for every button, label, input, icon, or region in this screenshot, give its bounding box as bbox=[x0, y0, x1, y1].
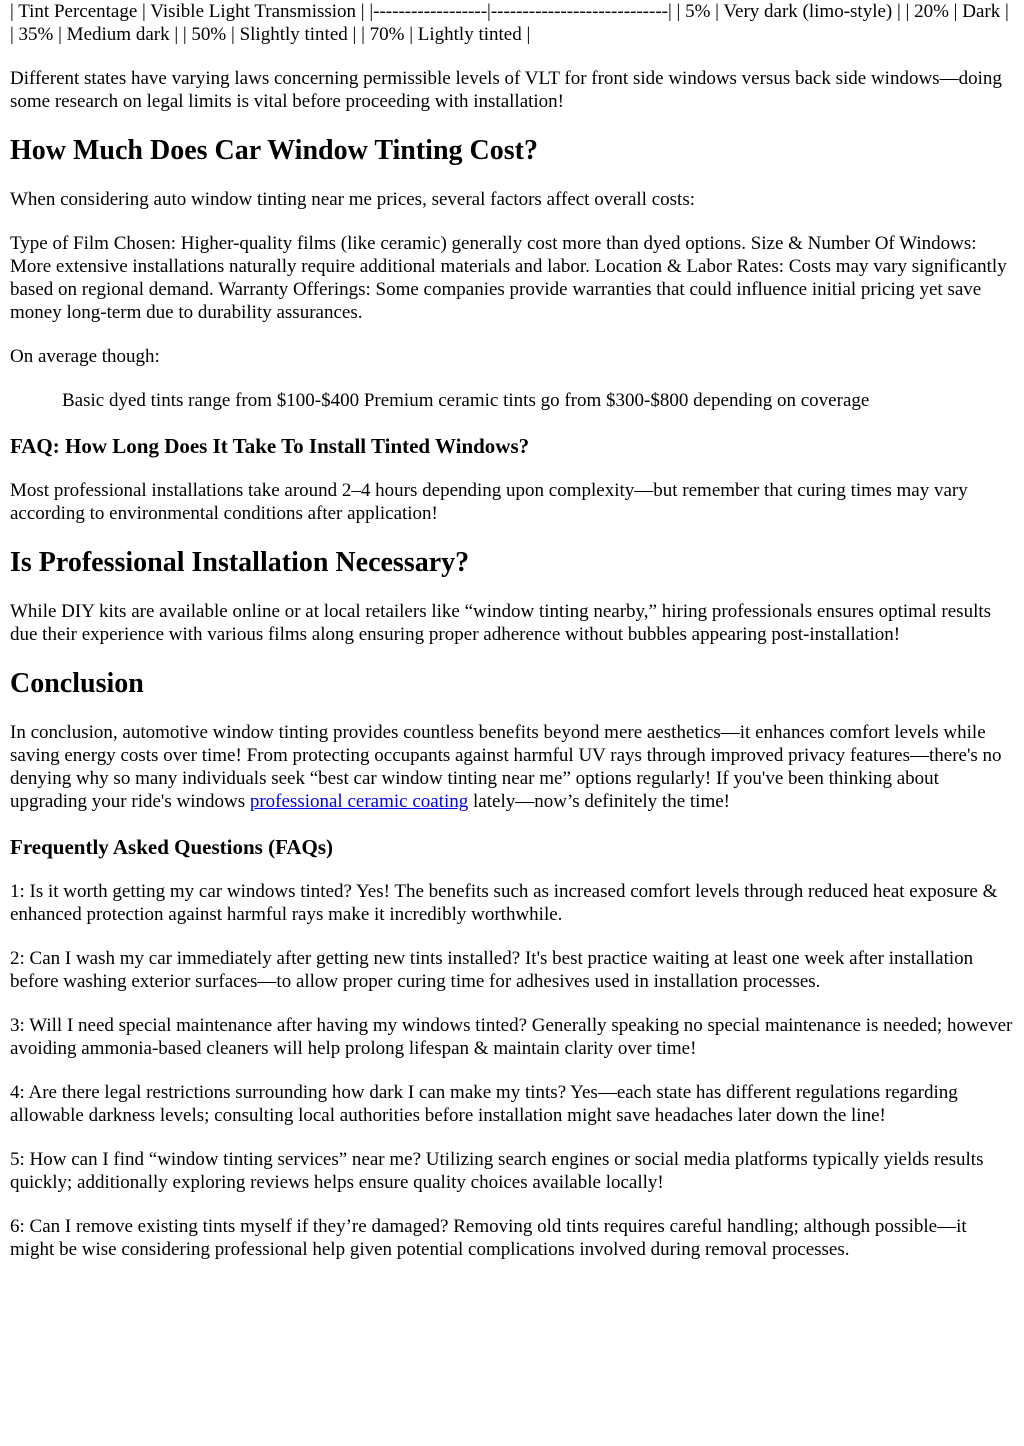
faqs-heading: Frequently Asked Questions (FAQs) bbox=[10, 835, 333, 859]
conclusion-text-after: lately—now’s definitely the time! bbox=[468, 791, 730, 812]
vlt-laws-paragraph: Different states have varying laws concerning permissible levels of VLT for front side windows versus back side windows—doing some research on legal limits is vital before proceeding with installation! bbox=[10, 68, 1002, 112]
tint-table-text: | Tint Percentage | Visible Light Transmission | |------------------|----------------------------| | 5% | Very dark (limo-style) | | 20% | Dark | | 35% | Medium dark | | 50% | Slightly tinted | | 70% | Lightly tinted | bbox=[10, 1, 1009, 45]
faq-install-text: Most professional installations take around 2–4 hours depending upon complexity—but remember that curing times may vary according to environmental conditions after application! bbox=[10, 480, 968, 524]
average-price-quote: Basic dyed tints range from $100-$400 Premium ceramic tints go from $300-$800 depending on coverage bbox=[62, 390, 870, 411]
ceramic-coating-link[interactable]: professional ceramic coating bbox=[249, 791, 469, 812]
faq-item: 2: Can I wash my car immediately after getting new tints installed? It's best practice waiting at least one week after installation before washing exterior surfaces—to allow proper curing time for adhesives used in installation processes. bbox=[10, 948, 974, 992]
cost-heading: How Much Does Car Window Tinting Cost? bbox=[10, 135, 538, 166]
cost-intro: When considering auto window tinting near me prices, several factors affect overall costs: bbox=[10, 189, 695, 210]
faq-item: 5: How can I find “window tinting services” near me? Utilizing search engines or social media platforms typically yields results quickly; additionally exploring reviews helps ensure quality choices available locally! bbox=[10, 1149, 984, 1193]
faq-install-heading: FAQ: How Long Does It Take To Install Tinted Windows? bbox=[10, 434, 530, 458]
professional-heading: Is Professional Installation Necessary? bbox=[10, 547, 470, 578]
faq-item: 3: Will I need special maintenance after having my windows tinted? Generally speaking no special maintenance is needed; however avoiding ammonia-based cleaners will help prolong lifespan & maintain clarity over time! bbox=[10, 1015, 1013, 1059]
faq-item: 6: Can I remove existing tints myself if they’re damaged? Removing old tints requires careful handling; although possible—it might be wise considering professional help given potential complications involved during removal processes. bbox=[10, 1216, 967, 1260]
faq-item: 1: Is it worth getting my car windows tinted? Yes! The benefits such as increased comfort levels through reduced heat exposure & enhanced protection against harmful rays make it incredibly worthwhile. bbox=[10, 881, 998, 925]
conclusion-text bbox=[10, 721, 1014, 813]
conclusion-text-before: In conclusion, automotive window tinting provides countless benefits beyond mere aesthetics—it enhances comfort levels while saving energy costs over time! From protecting occupants against harmful UV rays through improved privacy features—there's no denying why so many individuals seek “best car window tinting near me” options regularly! If you've been thinking about upgrading your ride's windows bbox=[10, 722, 1002, 812]
faq-item: 4: Are there legal restrictions surrounding how dark I can make my tints? Yes—each state has different regulations regarding allowable darkness levels; consulting local authorities before installation might save headaches later down the line! bbox=[10, 1082, 958, 1126]
cost-factors: Type of Film Chosen: Higher-quality films (like ceramic) generally cost more than dyed options. Size & Number Of Windows: More extensive installations naturally require additional materials and labor. Location & Labor Rates: Costs may vary significantly based on regional demand. Warranty Offerings: Some companies provide warranties that could influence initial pricing yet save money long-term due to durability assurances. bbox=[10, 233, 1007, 323]
average-intro: On average though: bbox=[10, 346, 160, 367]
conclusion-heading: Conclusion bbox=[10, 668, 144, 699]
professional-text: While DIY kits are available online or at local retailers like “window tinting nearby,” hiring professionals ensures optimal results due their experience with various films along ensuring proper adherence without bubbles appearing post-installation! bbox=[10, 601, 992, 645]
